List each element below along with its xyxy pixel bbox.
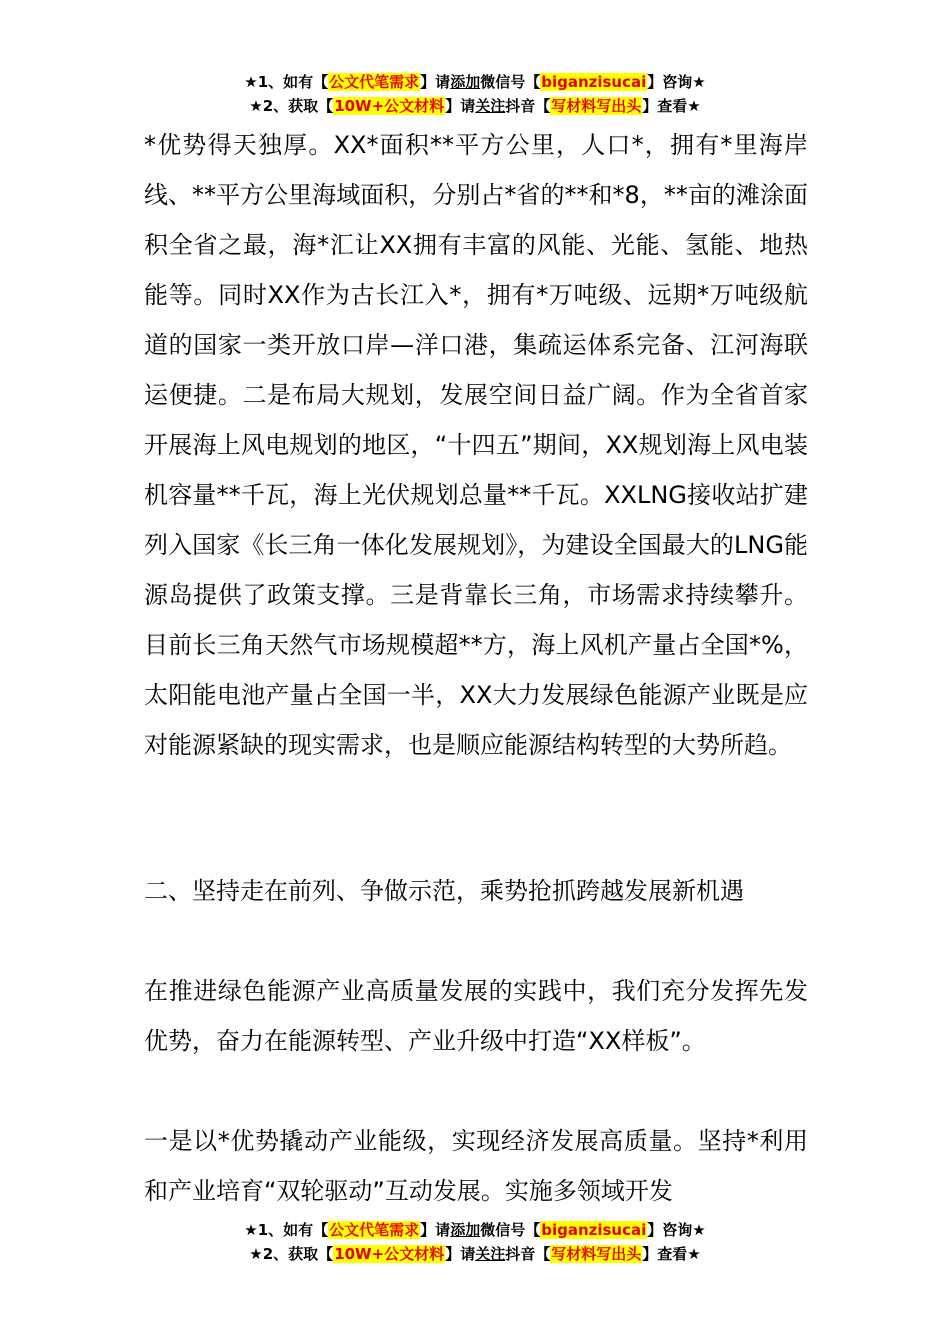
promo-line-1: [0, 1218, 950, 1242]
promo-underlined: 关注: [475, 97, 506, 115]
promo-text: 】请: [420, 1221, 451, 1239]
promo-text: ★1、如有【: [244, 73, 329, 91]
promo-text: 微信号【: [480, 73, 541, 91]
promo-highlight: biganzisucai: [541, 1221, 647, 1239]
promo-highlight: 10W+公文材料: [334, 1245, 445, 1263]
body-paragraph: *优势得天独厚。XX*面积**平方公里，人口*，拥有*里海岸线、**平方公里海域面积，分别占*省的**和*8，**亩的滩涂面积全省之最，海*汇让XX拥有丰富的风能、光能、氢能、地热能等。同时XX作为古长江入*，拥有*万吨级、远期*万吨级航道的国家一类开放口岸—洋口港，集疏运体系完备、江河海联运便捷。二是布局大规划，发展空间日益广阔。作为全省首家开展海上风电规划的地区，“十四五”期间，XX规划海上风电装机容量**千瓦，海上光伏规划总量**千瓦。XXLNG接收站扩建列入国家《长三角一体化发展规划》，为建设全国最大的LNG能源岛提供了政策支撑。三是背靠长三角，市场需求持续攀升。目前长三角天然气市场规模超**方，海上风机产量占全国*%，太阳能电池产量占全国一半，XX大力发展绿色能源产业既是应对能源紧缺的现实需求，也是顺应能源结构转型的大势所趋。: [144, 131, 808, 759]
promo-text: 微信号【: [480, 1221, 541, 1239]
promo-highlight: 写材料写出头: [551, 1245, 642, 1263]
footer-promo-banner: [0, 1218, 950, 1266]
promo-highlight: 公文代笔需求: [329, 1221, 420, 1239]
promo-underlined: 添加: [450, 1221, 481, 1239]
promo-text: 抖音【: [505, 1245, 551, 1263]
body-paragraph: 在推进绿色能源产业高质量发展的实践中，我们充分发挥先发优势，奋力在能源转型、产业升级中打造“XX样板”。: [144, 977, 808, 1055]
promo-text: 抖音【: [505, 97, 551, 115]
promo-text: 】请: [445, 97, 476, 115]
promo-highlight: biganzisucai: [541, 73, 647, 91]
promo-highlight: 写材料写出头: [551, 97, 642, 115]
promo-text: 】咨询★: [647, 1221, 706, 1239]
promo-text: ★2、获取【: [249, 97, 334, 115]
promo-text: 】查看★: [642, 97, 701, 115]
section-heading: 二、坚持走在前列、争做示范，乘势抢抓跨越发展新机遇: [144, 877, 744, 905]
promo-line-2: [0, 1242, 950, 1266]
promo-text: ★2、获取【: [249, 1245, 334, 1263]
promo-line-1: [0, 70, 950, 94]
promo-text: 】请: [420, 73, 451, 91]
promo-line-2: [0, 94, 950, 118]
body-paragraph: 一是以*优势撬动产业能级，实现经济发展高质量。坚持*利用和产业培育“双轮驱动”互动发展。实施多领域开发: [144, 1127, 808, 1205]
promo-text: 】咨询★: [647, 73, 706, 91]
promo-underlined: 添加: [450, 73, 481, 91]
promo-underlined: 关注: [475, 1245, 506, 1263]
promo-highlight: 10W+公文材料: [334, 97, 445, 115]
promo-text: 】查看★: [642, 1245, 701, 1263]
promo-text: ★1、如有【: [244, 1221, 329, 1239]
header-promo-banner: [0, 70, 950, 118]
promo-highlight: 公文代笔需求: [329, 73, 420, 91]
promo-text: 】请: [445, 1245, 476, 1263]
